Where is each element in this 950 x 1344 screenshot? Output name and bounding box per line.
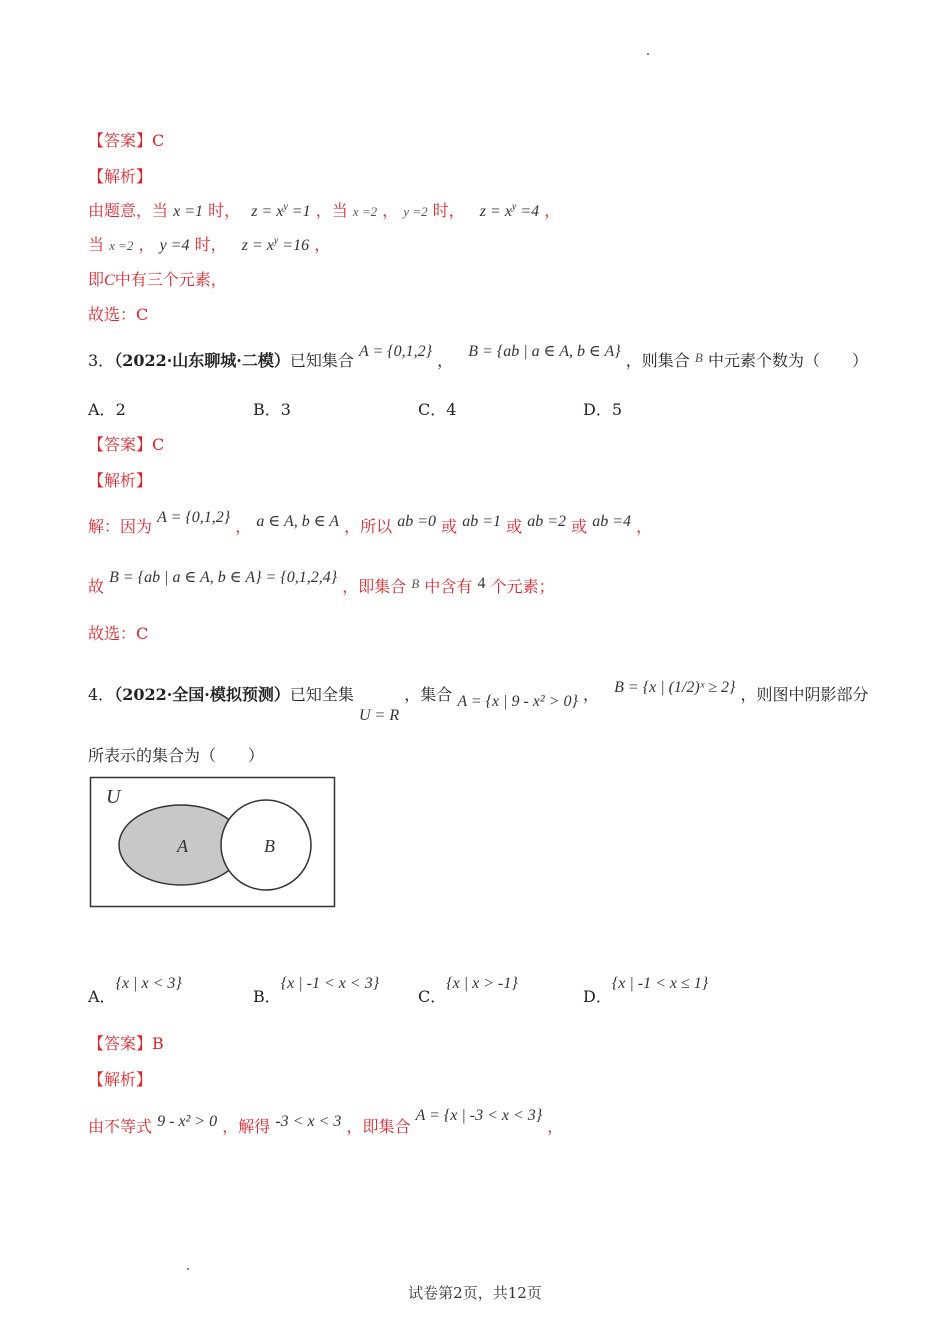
q3-option-c: C．4 [418, 400, 457, 419]
venn-label-a: A [177, 836, 188, 856]
q4-option-b: B．{x | -1 < x < 3} [253, 975, 380, 1006]
q4-option-a: A．{x | x < 3} [88, 975, 182, 1006]
q3-stem: 3．（2022·山东聊城·二模）已知集合 A = {0,1,2} ， B = {ab | a ∈ A, b ∈ A} ，则集合 $^B$ 中元素个数为（ ） [88, 343, 868, 370]
q4-stem-line1: 4．（2022·全国·模拟预测）已知全集 U = R ，集合 A = {x | 9 - x² > 0} ， B = {x | (1/2)ˣ ≥ 2} ，则图中阴影部分 [88, 679, 869, 724]
venn-label-b: B [264, 836, 275, 856]
q3-solution-line2: 故 B = {ab | a ∈ A, b ∈ A} = {0,1,2,4} ，即集合 $^B$ 中含有 4 个元素； [88, 569, 555, 596]
venn-label-u: U [106, 786, 121, 808]
q2-conclusion: 故选：C [88, 305, 149, 324]
q3-conclusion: 故选：C [88, 624, 149, 643]
q3-analysis-label: 【解析】 [88, 471, 153, 490]
q4-option-c: C．{x | x > -1} [418, 975, 518, 1006]
q3-option-d: D．5 [583, 400, 623, 419]
q3-option-b: B．3 [253, 400, 291, 419]
q4-answer: 【答案】B [88, 1034, 164, 1053]
q3-solution-line1: 解：因为 A = {0,1,2} ， a ∈ A, b ∈ A ，所以 ab =0 或 ab =1 或 ab =2 或 ab =4 ， [88, 509, 653, 536]
q2-solution-line2: 当 x =2 ， y =4 时， $z = x^y =16$ ， [88, 235, 331, 254]
q3-option-a: A．2 [88, 400, 126, 419]
q2-solution-line1: 由题意，当 x =1 时， $z = x^y =1$ ，当 x =2 ， y =2 时， $z = x^y =4$ ， [88, 201, 561, 220]
q2-analysis-label: 【解析】 [88, 167, 153, 186]
q4-analysis-label: 【解析】 [88, 1070, 153, 1089]
q4-solution-line1: 由不等式 9 - x² > 0 ，解得 -3 < x < 3 ，即集合 A = {x | -3 < x < 3} ， [88, 1107, 564, 1136]
q4-stem-line2: 所表示的集合为（ ） [88, 746, 265, 765]
q2-solution-line3: 即C中有三个元素， [88, 270, 227, 289]
decor-dot [647, 53, 649, 55]
decor-dot [187, 1268, 189, 1270]
page-footer: 试卷第2页，共12页 [408, 1284, 542, 1302]
venn-diagram [88, 775, 338, 910]
q3-answer: 【答案】C [88, 435, 165, 454]
q4-option-d: D．{x | -1 < x ≤ 1} [583, 975, 709, 1006]
q2-answer: 【答案】C [88, 131, 165, 150]
